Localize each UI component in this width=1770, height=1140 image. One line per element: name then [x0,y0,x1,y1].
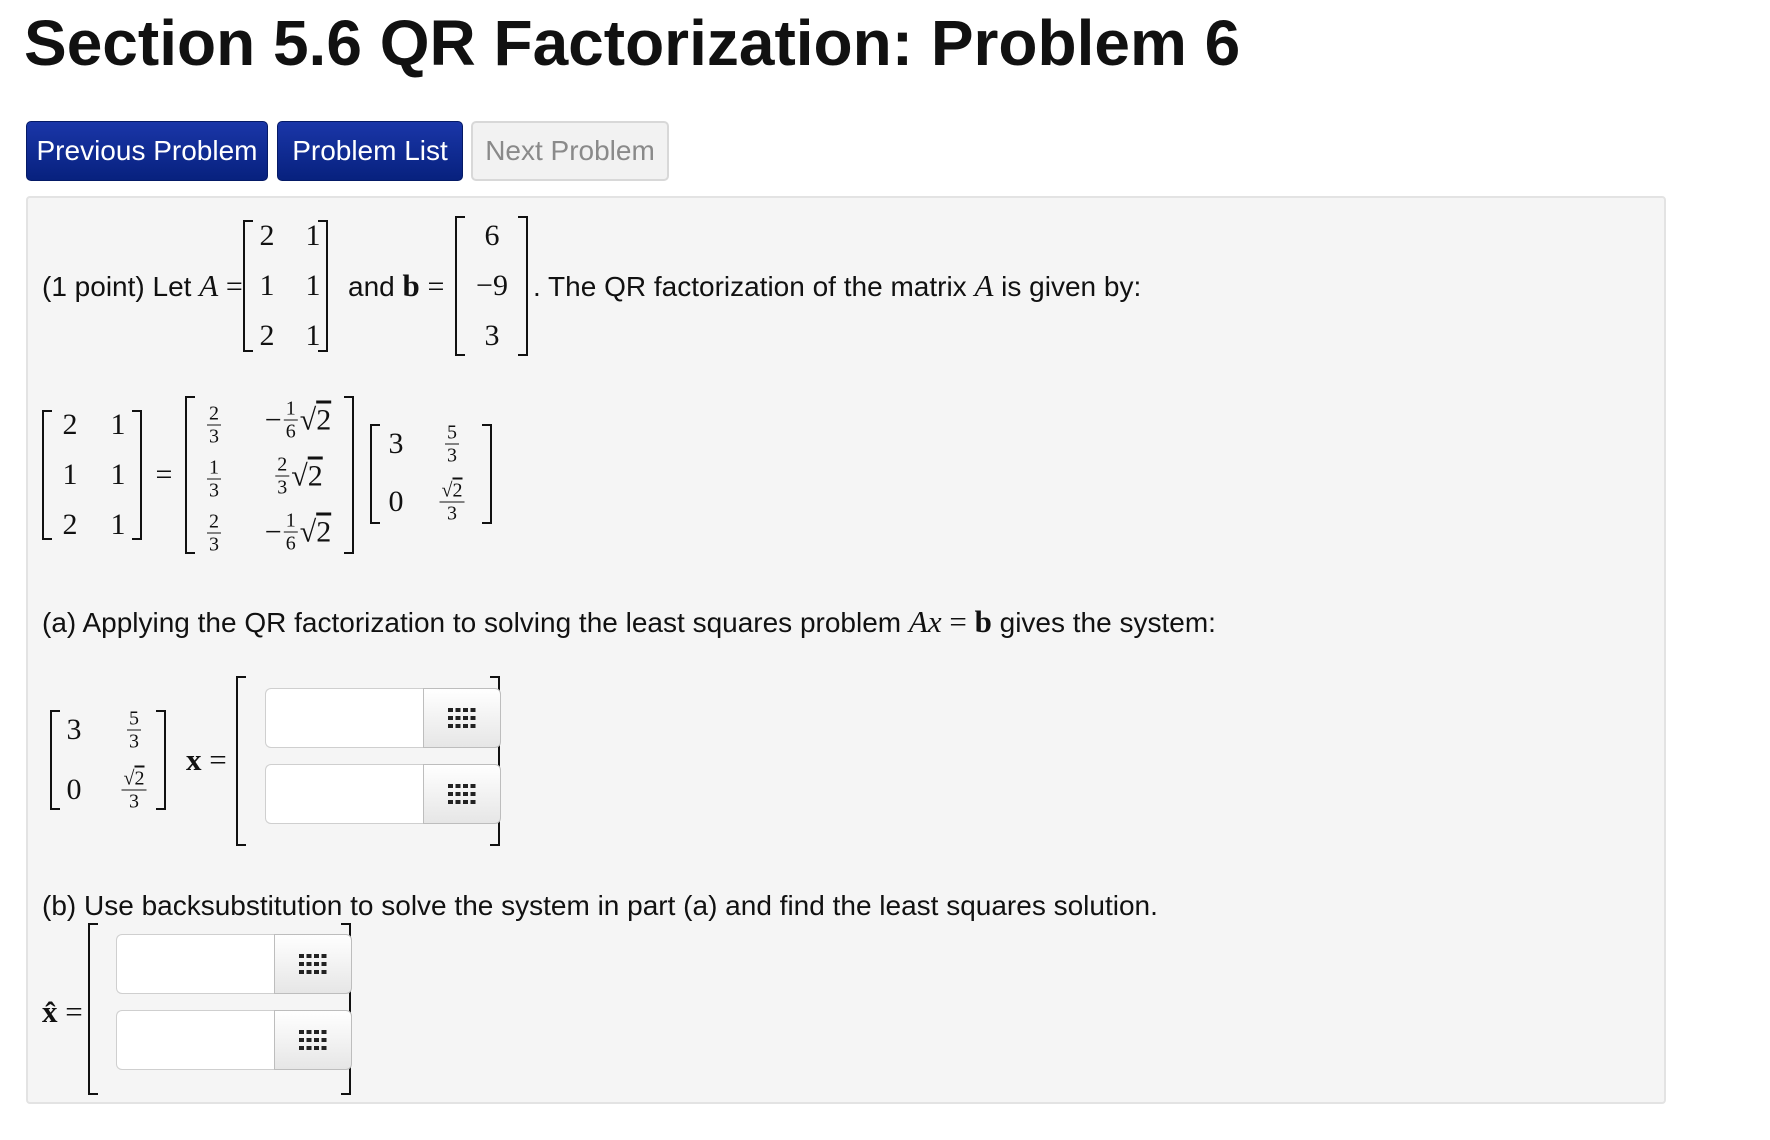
xhat-equals [42,994,83,1030]
system-r-cell: 3 [66,713,82,746]
ax-symbol: Ax [908,604,942,639]
system-r-cell: $\frac{5}{3}$ [129,707,139,753]
answer-b1-input[interactable] [116,934,274,994]
a-symbol: A [974,268,994,303]
part-a-text [42,604,1216,640]
system-r-cell: $\frac{√2}{3}$ [123,767,145,813]
q-cell: $\frac{1}{3}$ [209,456,219,502]
fact-equals: = [155,458,173,491]
system-r-cell: 0 [66,773,82,806]
suffix-text: . The QR factorization of the matrix [533,271,967,302]
equals-sign: = [949,604,967,639]
r-cell: $\frac{√2}{3}$ [441,479,463,525]
a-symbol: A [199,268,219,303]
q-right-bracket [344,396,354,554]
fact-a-cell: 2 [62,508,78,541]
matrix-a-cell: 1 [305,269,321,302]
grid-icon [448,784,476,804]
grid-icon [299,1030,327,1050]
answer-a1-group [265,688,501,748]
x-equals [186,742,227,778]
grid-icon [299,954,327,974]
part-b-text: (b) Use backsubstitution to solve the system in part (a) and find the least squares solution. [42,890,1158,921]
fact-a-cell: 2 [62,408,78,441]
r-left-bracket [370,424,380,524]
answer-b2-group [116,1010,352,1070]
matrix-a-cell: 2 [259,219,275,252]
system-r-left-bracket [50,710,60,810]
answer-b-left-bracket [88,923,98,1095]
points-text: (1 point) Let [42,271,192,302]
x-symbol: x [186,742,202,777]
r-cell: 0 [388,485,404,518]
matrix-a-left-bracket [243,220,253,352]
equals-sign: = [427,270,445,303]
q-cell: − $\frac{1}{6}$ √2 [264,509,332,555]
answer-a2-group [265,764,501,824]
answer-a-left-bracket [236,676,246,846]
equals-sign: = [225,270,243,303]
suffix-text: is given by: [1001,271,1142,302]
previous-problem-button[interactable]: Previous Problem [26,121,268,181]
next-problem-button[interactable]: Next Problem [471,121,669,181]
b-symbol: b [974,604,992,639]
q-cell: $\frac{2}{3}$ [209,510,219,556]
fact-a-cell: 1 [110,458,126,491]
answer-a2-input[interactable] [265,764,423,824]
equals-sign: = [65,994,83,1029]
matrix-a-cell: 1 [305,219,321,252]
r-cell: 3 [388,427,404,460]
answer-b1-group [116,934,352,994]
and-b-text [348,268,444,304]
q-cell: $\frac{2}{3}$ [209,402,219,448]
statement-intro [42,268,243,304]
fact-a-cell: 1 [110,408,126,441]
system-r-right-bracket [156,710,166,810]
answer-b2-input[interactable] [116,1010,274,1070]
matrix-tool-button[interactable] [274,934,352,994]
r-right-bracket [482,424,492,524]
part-a-text-2: gives the system: [999,607,1216,638]
answer-a1-input[interactable] [265,688,423,748]
problem-body [26,196,1666,1104]
q-cell: − $\frac{1}{6}$ √2 [264,397,332,443]
x-hat-symbol: x̂ [42,994,58,1029]
vector-b-cell: −9 [476,269,508,302]
fact-a-right-bracket [132,410,142,540]
fact-a-cell: 1 [62,458,78,491]
matrix-a-cell: 1 [259,269,275,302]
matrix-a-cell: 2 [259,319,275,352]
grid-icon [448,708,476,728]
fact-a-cell: 1 [110,508,126,541]
statement-suffix [533,268,1141,304]
fact-a-left-bracket [42,410,52,540]
matrix-tool-button[interactable] [423,688,501,748]
q-left-bracket [185,396,195,554]
vector-b-cell: 3 [484,319,500,352]
b-symbol: b [402,268,420,303]
matrix-tool-button[interactable] [274,1010,352,1070]
matrix-a-cell: 1 [305,319,321,352]
equals-sign: = [209,742,227,777]
and-word: and [348,271,395,302]
vector-b-right-bracket [518,216,528,356]
vector-b-left-bracket [455,216,465,356]
vector-b-cell: 6 [484,219,500,252]
part-a-text-1: (a) Applying the QR factorization to solving the least squares problem [42,607,902,638]
page-title: Section 5.6 QR Factorization: Problem 6 [24,7,1241,79]
matrix-tool-button[interactable] [423,764,501,824]
q-cell: $\frac{2}{3}$ √2 [277,453,323,499]
problem-list-button[interactable]: Problem List [277,121,463,181]
r-cell: $\frac{5}{3}$ [447,421,457,467]
